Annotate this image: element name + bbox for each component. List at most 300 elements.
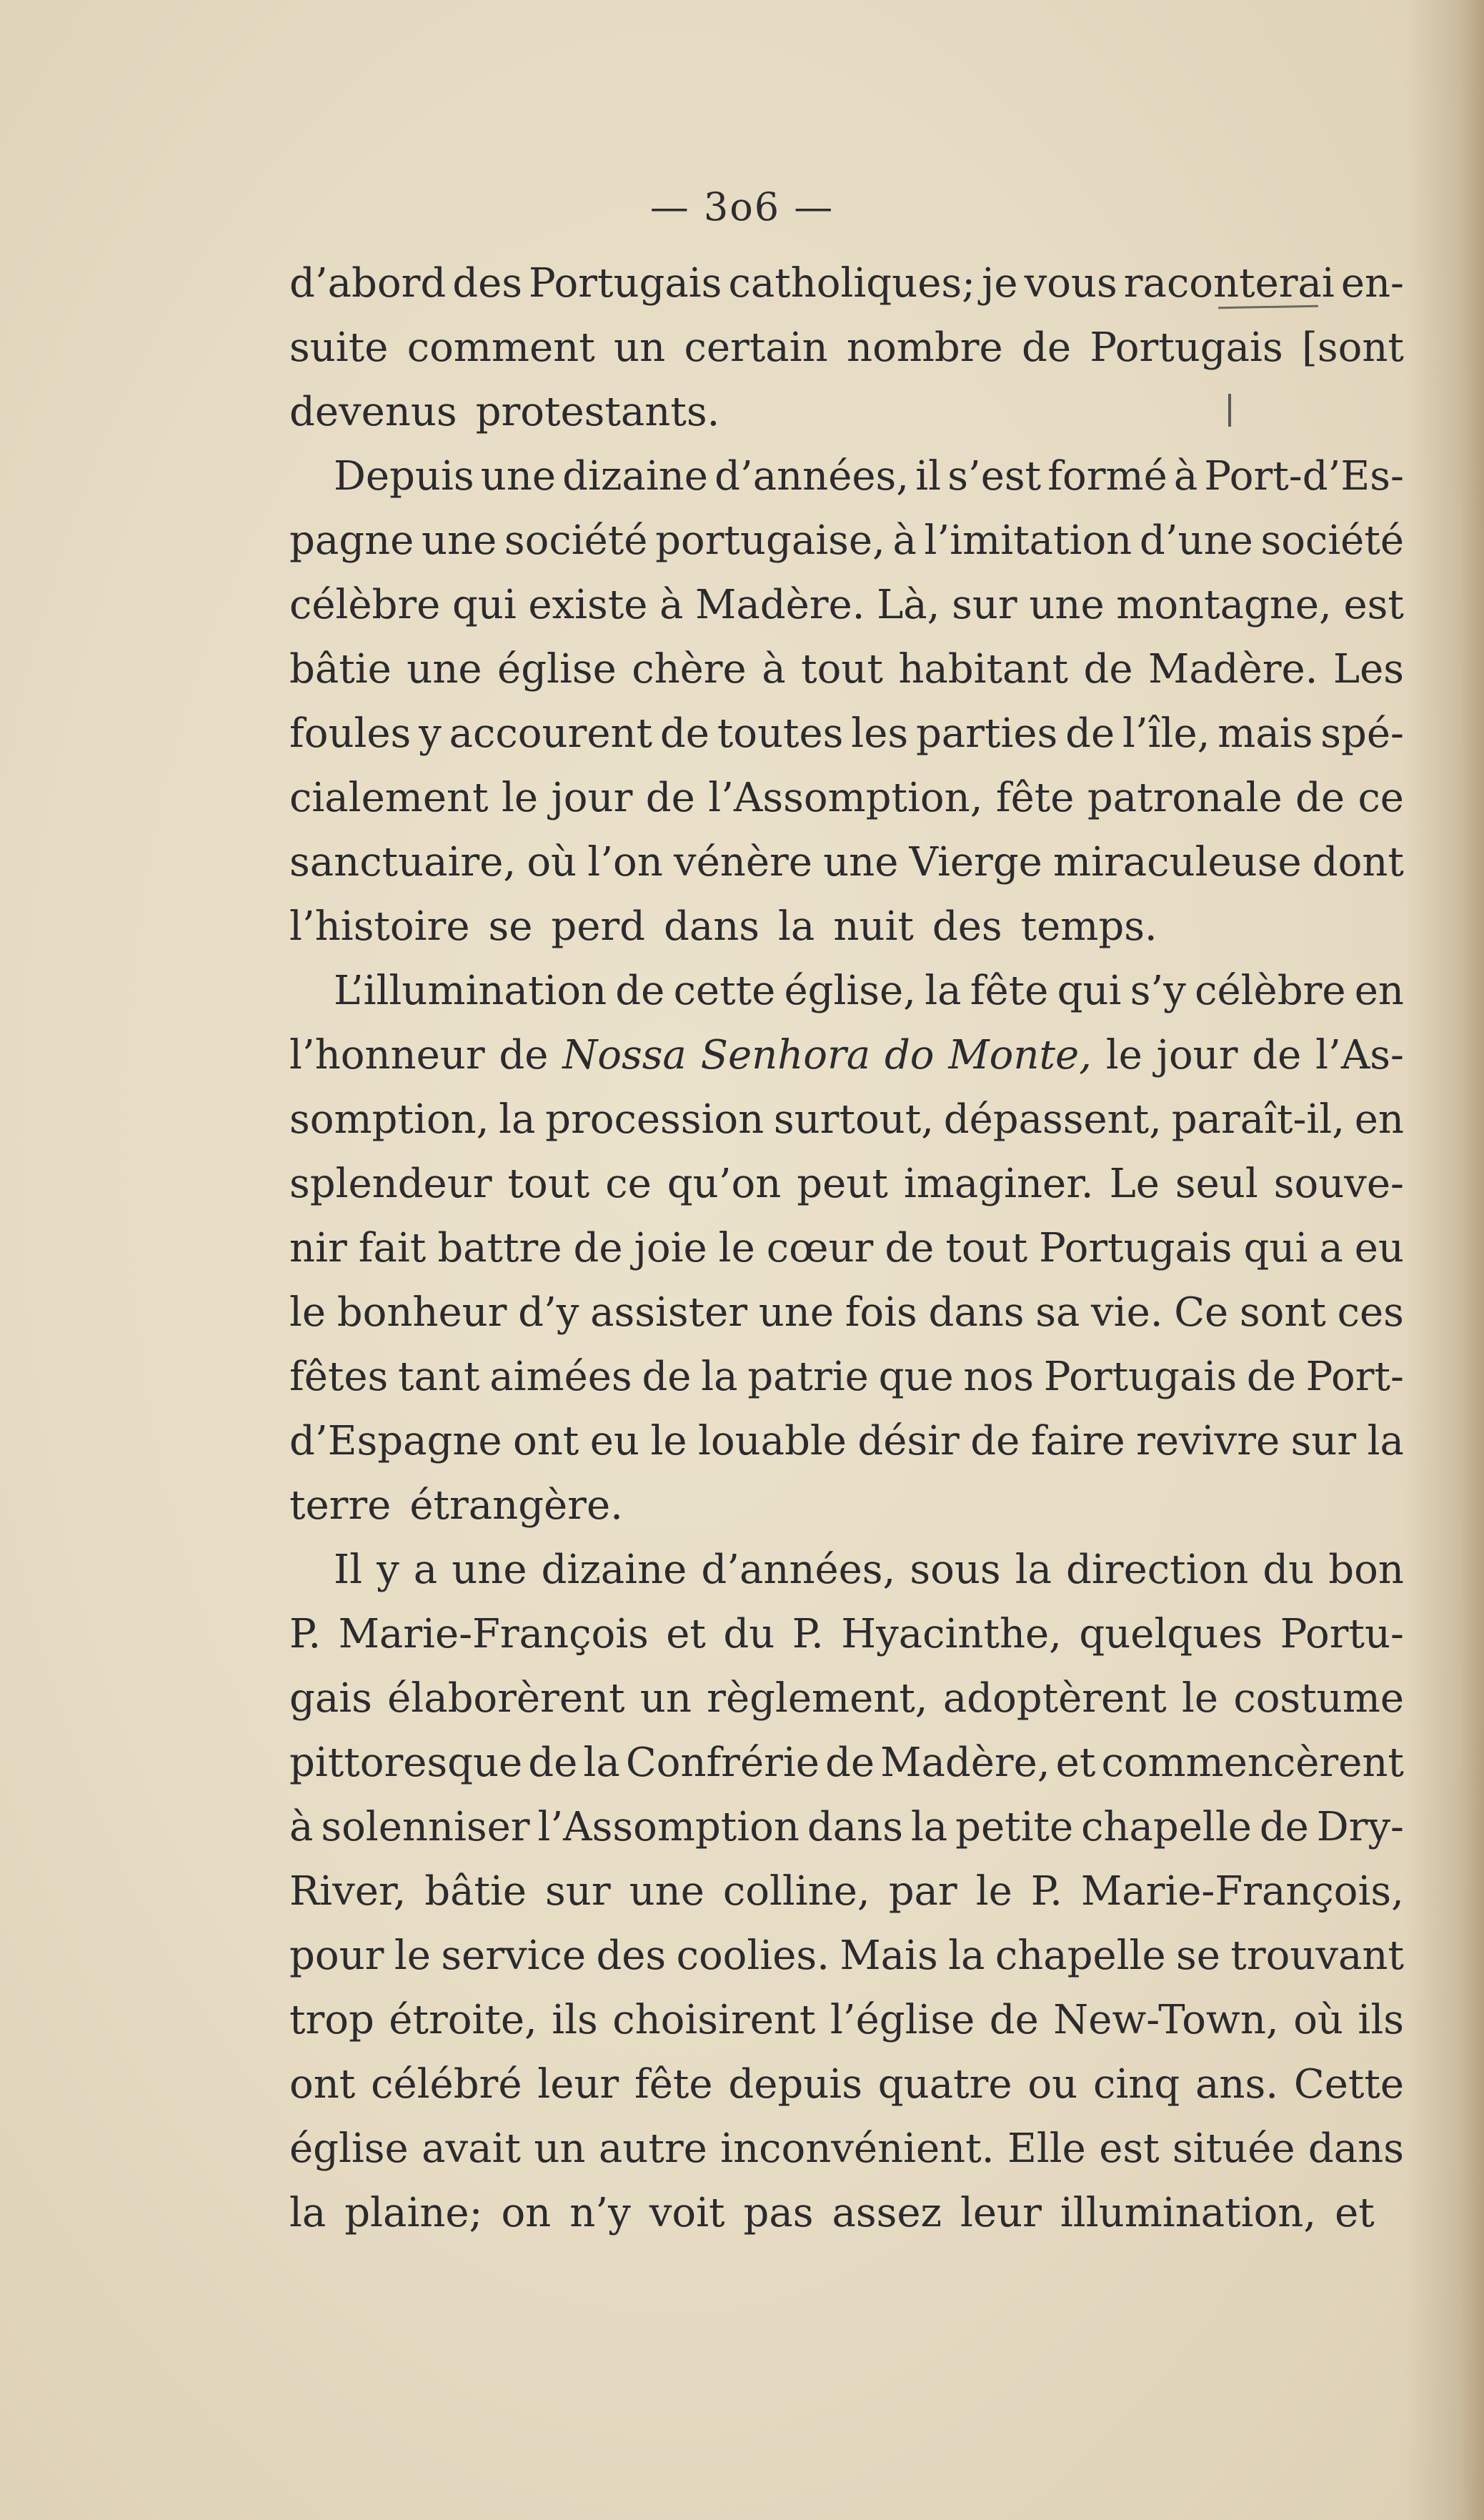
word: fait [358, 1225, 427, 1271]
word: église, [784, 968, 916, 1014]
word: ils [1358, 1997, 1404, 2043]
word: Madère. [1147, 646, 1318, 693]
word: à [892, 517, 917, 564]
word: Là, [877, 582, 940, 628]
word: l’Assomption, [708, 775, 983, 821]
word: Portugais [1039, 1225, 1232, 1271]
text-line [289, 766, 1404, 830]
word: P. [1030, 1868, 1062, 1915]
word: des [932, 903, 1002, 950]
word: de [573, 1225, 623, 1271]
word: se [488, 903, 533, 950]
word: chapelle [995, 1933, 1166, 1979]
word: choisirent [612, 1997, 816, 2043]
word: une [421, 517, 497, 564]
word: règlement, [707, 1675, 928, 1722]
word: coolies. [676, 1933, 830, 1979]
word: tant [398, 1354, 480, 1400]
word: nombre [847, 324, 1003, 371]
word: Il [334, 1547, 363, 1593]
word: une [758, 1289, 834, 1336]
word: louable [697, 1418, 847, 1464]
word: que [878, 1354, 954, 1400]
word: inconvénient. [720, 2125, 995, 2172]
word: P. [289, 1611, 322, 1657]
word: accourent [449, 710, 653, 757]
word: fête [634, 2061, 713, 2108]
word: patronale [1087, 775, 1283, 821]
word: de [659, 710, 709, 757]
word: pas [743, 2190, 814, 2236]
word: cialement [289, 775, 489, 821]
word: se [1176, 1933, 1220, 1979]
text-line [289, 1152, 1404, 1216]
word: souve- [1273, 1161, 1404, 1207]
word: spé- [1320, 710, 1404, 757]
word: somption, [289, 1096, 489, 1143]
word: la [583, 1740, 620, 1786]
word: un [614, 324, 666, 371]
word: portugaise, [655, 517, 885, 564]
text-line [289, 380, 1404, 445]
word: à [659, 582, 684, 628]
word: sa [1035, 1289, 1080, 1336]
word: d’abord [289, 260, 447, 307]
word: avait [422, 2125, 521, 2172]
word: bâtie [424, 1868, 527, 1915]
word: quelques [1079, 1611, 1263, 1657]
word: solenniser [321, 1804, 530, 1850]
word: L’illumination [334, 968, 607, 1014]
text-line [289, 1602, 1404, 1667]
word: sur [952, 582, 1017, 628]
word: la [289, 2190, 327, 2236]
text-line [289, 1281, 1404, 1345]
word: assez [832, 2190, 942, 2236]
word: aimées [489, 1354, 632, 1400]
word: qui [1243, 1225, 1308, 1271]
word: on [501, 2190, 552, 2236]
word: pagne [289, 517, 414, 564]
word: fête [995, 775, 1075, 821]
text-line [289, 509, 1404, 573]
word: en- [1340, 260, 1404, 307]
word: vie. [1091, 1289, 1163, 1336]
word: Le [1109, 1161, 1160, 1207]
word: voit [649, 2190, 725, 2236]
word: le [975, 1868, 1012, 1915]
word: sur [1290, 1418, 1357, 1464]
word: nos [963, 1354, 1034, 1400]
text-line [289, 252, 1404, 316]
word: célèbre [1195, 968, 1346, 1014]
word: procession [545, 1096, 765, 1143]
word: d’Espagne [289, 1418, 502, 1464]
word: trop [289, 1997, 374, 2043]
word: de [989, 1997, 1039, 2043]
word: de [1065, 710, 1115, 757]
word: une [1029, 582, 1105, 628]
word: de [528, 1740, 578, 1786]
word: Portugais [529, 260, 722, 307]
word: existe [528, 582, 648, 628]
word: joie [634, 1225, 707, 1271]
word: plaine; [344, 2190, 483, 2236]
word: P. [792, 1611, 824, 1657]
word: adoptèrent [942, 1675, 1167, 1722]
word: à [1173, 453, 1198, 500]
word: de [970, 1418, 1020, 1464]
word: fête [970, 968, 1049, 1014]
word: par [888, 1868, 957, 1915]
word: a [413, 1547, 438, 1593]
word: trouvant [1230, 1933, 1404, 1979]
word: Hyacinthe, [841, 1611, 1062, 1657]
word: y [419, 710, 442, 757]
word: battre [437, 1225, 562, 1271]
word: pour [289, 1933, 384, 1979]
word: et [1055, 1740, 1096, 1786]
word: direction [1066, 1547, 1249, 1593]
word: s’y [1130, 968, 1186, 1014]
word: la [499, 1096, 536, 1143]
word: Mais [840, 1933, 938, 1979]
word: Elle [1007, 2125, 1086, 2172]
word: vénère [673, 839, 812, 886]
word: de [1246, 1354, 1296, 1400]
word: Portu- [1280, 1611, 1404, 1657]
text-line [289, 1924, 1404, 1988]
word: il [915, 453, 942, 500]
word: je [982, 260, 1018, 307]
word: célèbre [289, 582, 441, 628]
page-number: — 3o6 — [649, 184, 835, 229]
word: où [527, 839, 577, 886]
word: une [823, 839, 899, 886]
word: société [504, 517, 648, 564]
word: l’on [587, 839, 663, 886]
word: ce [1358, 775, 1404, 821]
word: splendeur [289, 1161, 492, 1207]
word: terre [289, 1482, 392, 1529]
word: la [701, 1354, 738, 1400]
word: dans [663, 903, 760, 950]
word: leur [960, 2190, 1042, 2236]
word: foules [289, 710, 412, 757]
word: cette [673, 968, 776, 1014]
word: comment [407, 324, 595, 371]
word: de [1259, 1804, 1309, 1850]
text-line [289, 895, 1404, 959]
word: tout [945, 1225, 1028, 1271]
word: Vierge [909, 839, 1042, 886]
text-line [289, 1474, 1404, 1538]
word: de [1022, 324, 1071, 371]
text-line [289, 1538, 1404, 1602]
word: Nossa [562, 1032, 687, 1078]
word: un [639, 1675, 692, 1722]
word: de [615, 968, 665, 1014]
word: certain [684, 324, 828, 371]
text-line [289, 1216, 1404, 1281]
word: ce [605, 1161, 652, 1207]
word: la [778, 903, 815, 950]
word: église [497, 646, 617, 693]
word: imaginer. [903, 1161, 1094, 1207]
word: une [480, 453, 557, 500]
word: la [1015, 1547, 1052, 1593]
word: à [762, 646, 786, 693]
text-line [289, 1860, 1404, 1924]
word: colline, [722, 1868, 870, 1915]
word: devenus [289, 389, 457, 435]
word: le [394, 1933, 431, 1979]
word: revivre [1136, 1418, 1280, 1464]
word: d’une [1139, 517, 1253, 564]
word: bon [1328, 1547, 1404, 1593]
word: Les [1333, 646, 1404, 693]
word: la [948, 1933, 985, 1979]
word: bonheur [337, 1289, 507, 1336]
word: New-Town, [1053, 1997, 1279, 2043]
text-line [289, 1023, 1404, 1088]
word: commencèrent [1101, 1740, 1404, 1786]
word: protestants. [475, 389, 720, 435]
word: Port- [1305, 1354, 1404, 1400]
word: dans [807, 1804, 903, 1850]
word: Monte, [948, 1032, 1092, 1078]
word: Portugais [1043, 1354, 1238, 1400]
word: quatre [877, 2061, 1012, 2108]
word: Cette [1293, 2061, 1404, 2108]
body-text [289, 252, 1404, 2246]
word: vous [1024, 260, 1117, 307]
text-line [289, 316, 1404, 380]
word: Marie-François [338, 1611, 649, 1657]
word: la [925, 968, 962, 1014]
word: peut [797, 1161, 888, 1207]
word: l’histoire [289, 903, 470, 950]
word: surtout, [773, 1096, 935, 1143]
word: mais [1217, 710, 1313, 757]
word: patrie [747, 1354, 869, 1400]
word: la [910, 1804, 948, 1850]
word: d’y [518, 1289, 579, 1336]
page-gutter-shadow [1405, 0, 1484, 2520]
word: sur [545, 1868, 611, 1915]
word: de [645, 775, 695, 821]
word: le [718, 1225, 755, 1271]
text-line [289, 1731, 1404, 1795]
word: seul [1175, 1161, 1258, 1207]
word: jour [1156, 1032, 1238, 1078]
word: nuit [833, 903, 914, 950]
word: formé [1047, 453, 1167, 500]
word: dont [1312, 839, 1404, 886]
word: dans [1308, 2125, 1404, 2172]
word: qui [1057, 968, 1122, 1014]
word: étrangère. [409, 1482, 623, 1529]
word: do [884, 1032, 935, 1078]
word: de [499, 1032, 549, 1078]
text-line [289, 830, 1404, 895]
word: illumination, [1060, 2190, 1317, 2236]
word: l’honneur [289, 1032, 485, 1078]
word: gais [289, 1675, 372, 1722]
word: société [1260, 517, 1404, 564]
paragraph [289, 252, 1404, 445]
word: est [1343, 582, 1404, 628]
word: ont [289, 2061, 356, 2108]
word: costume [1233, 1675, 1404, 1722]
word: fois [845, 1289, 917, 1336]
word: de [1295, 775, 1345, 821]
word: ans. [1195, 2061, 1279, 2108]
word: de [885, 1225, 935, 1271]
word: eu [589, 1418, 639, 1464]
word: service [441, 1933, 587, 1979]
word: le [501, 775, 539, 821]
word: où [1293, 1997, 1343, 2043]
paragraph [289, 1538, 1404, 2246]
word: l’église [830, 1997, 975, 2043]
word: bâtie [289, 646, 392, 693]
word: le [289, 1289, 327, 1336]
word: temps. [1020, 903, 1157, 950]
word: ou [1027, 2061, 1078, 2108]
word: raconterai [1123, 260, 1335, 307]
word: et [666, 1611, 706, 1657]
word: de [825, 1740, 875, 1786]
word: Ce [1174, 1289, 1229, 1336]
word: Port-d’Es- [1204, 453, 1404, 500]
word: sous [910, 1547, 1001, 1593]
text-line [289, 1988, 1404, 2053]
word: l’île, [1122, 710, 1210, 757]
word: le [1182, 1675, 1219, 1722]
word: célébré [371, 2061, 522, 2108]
word: dizaine [562, 453, 708, 500]
word: et [1335, 2190, 1375, 2236]
word: tout [507, 1161, 590, 1207]
word: Senhora [700, 1032, 871, 1078]
word: située [1172, 2125, 1295, 2172]
text-line [289, 2117, 1404, 2181]
text-line [289, 1345, 1404, 1409]
word: habitant [898, 646, 1069, 693]
text-line [289, 1795, 1404, 1860]
word: cœur [766, 1225, 874, 1271]
word: les [851, 710, 909, 757]
text-line [289, 2053, 1404, 2117]
word: Confrérie [625, 1740, 820, 1786]
word: toutes [717, 710, 844, 757]
word: un [534, 2125, 586, 2172]
word: une [407, 646, 482, 693]
word: l’As- [1315, 1032, 1404, 1078]
word: paraît-il, [1171, 1096, 1345, 1143]
word: pittoresque [289, 1740, 523, 1786]
word: dépassent, [943, 1096, 1162, 1143]
word: ils [552, 1997, 598, 2043]
word: a [1319, 1225, 1343, 1271]
word: une [629, 1868, 704, 1915]
word: d’années, [714, 453, 910, 500]
word: Marie-François, [1080, 1868, 1404, 1915]
word: depuis [728, 2061, 862, 2108]
word: ont [513, 1418, 579, 1464]
word: dizaine [541, 1547, 687, 1593]
word: nir [289, 1225, 347, 1271]
word: perd [551, 903, 645, 950]
word: eu [1354, 1225, 1404, 1271]
word: Dry- [1316, 1804, 1404, 1850]
word: le [1105, 1032, 1142, 1078]
word: ces [1337, 1289, 1404, 1336]
paragraph [289, 445, 1404, 959]
word: en [1354, 1096, 1404, 1143]
word: y [377, 1547, 399, 1593]
word: sanctuaire, [289, 839, 517, 886]
word: des [452, 260, 522, 307]
word: chapelle [1081, 1804, 1252, 1850]
text-line [289, 638, 1404, 702]
word: miraculeuse [1053, 839, 1302, 886]
word: autre [598, 2125, 707, 2172]
text-line [289, 573, 1404, 638]
word: est [1099, 2125, 1160, 2172]
word: montagne, [1116, 582, 1332, 628]
word: en [1354, 968, 1404, 1014]
text-line [289, 445, 1404, 509]
word: petite [955, 1804, 1074, 1850]
word: [sont [1302, 324, 1404, 371]
word: désir [857, 1418, 960, 1464]
word: s’est [947, 453, 1042, 500]
word: faire [1030, 1418, 1125, 1464]
word: du [723, 1611, 775, 1657]
word: sont [1239, 1289, 1326, 1336]
text-line [289, 702, 1404, 766]
word: tout [801, 646, 883, 693]
paragraph [289, 959, 1404, 1538]
text-line [289, 1409, 1404, 1474]
word: de [1252, 1032, 1302, 1078]
word: la [1367, 1418, 1404, 1464]
word: l’Assomption [537, 1804, 800, 1850]
word: cinq [1092, 2061, 1180, 2108]
word: fêtes [289, 1354, 389, 1400]
word: église [289, 2125, 409, 2172]
word: qui [452, 582, 517, 628]
word: parties [915, 710, 1058, 757]
text-line [289, 1088, 1404, 1152]
word: suite [289, 324, 389, 371]
word: Portugais [1090, 324, 1283, 371]
word: qu’on [667, 1161, 782, 1207]
word: Depuis [334, 453, 474, 500]
word: catholiques; [728, 260, 975, 307]
text-line [289, 959, 1404, 1023]
word: leur [537, 2061, 619, 2108]
word: l’imitation [924, 517, 1132, 564]
text-line [289, 2181, 1404, 2246]
word: de [642, 1354, 692, 1400]
word: du [1263, 1547, 1315, 1593]
word: de [1083, 646, 1133, 693]
word: jour [551, 775, 633, 821]
text-line [289, 1667, 1404, 1731]
